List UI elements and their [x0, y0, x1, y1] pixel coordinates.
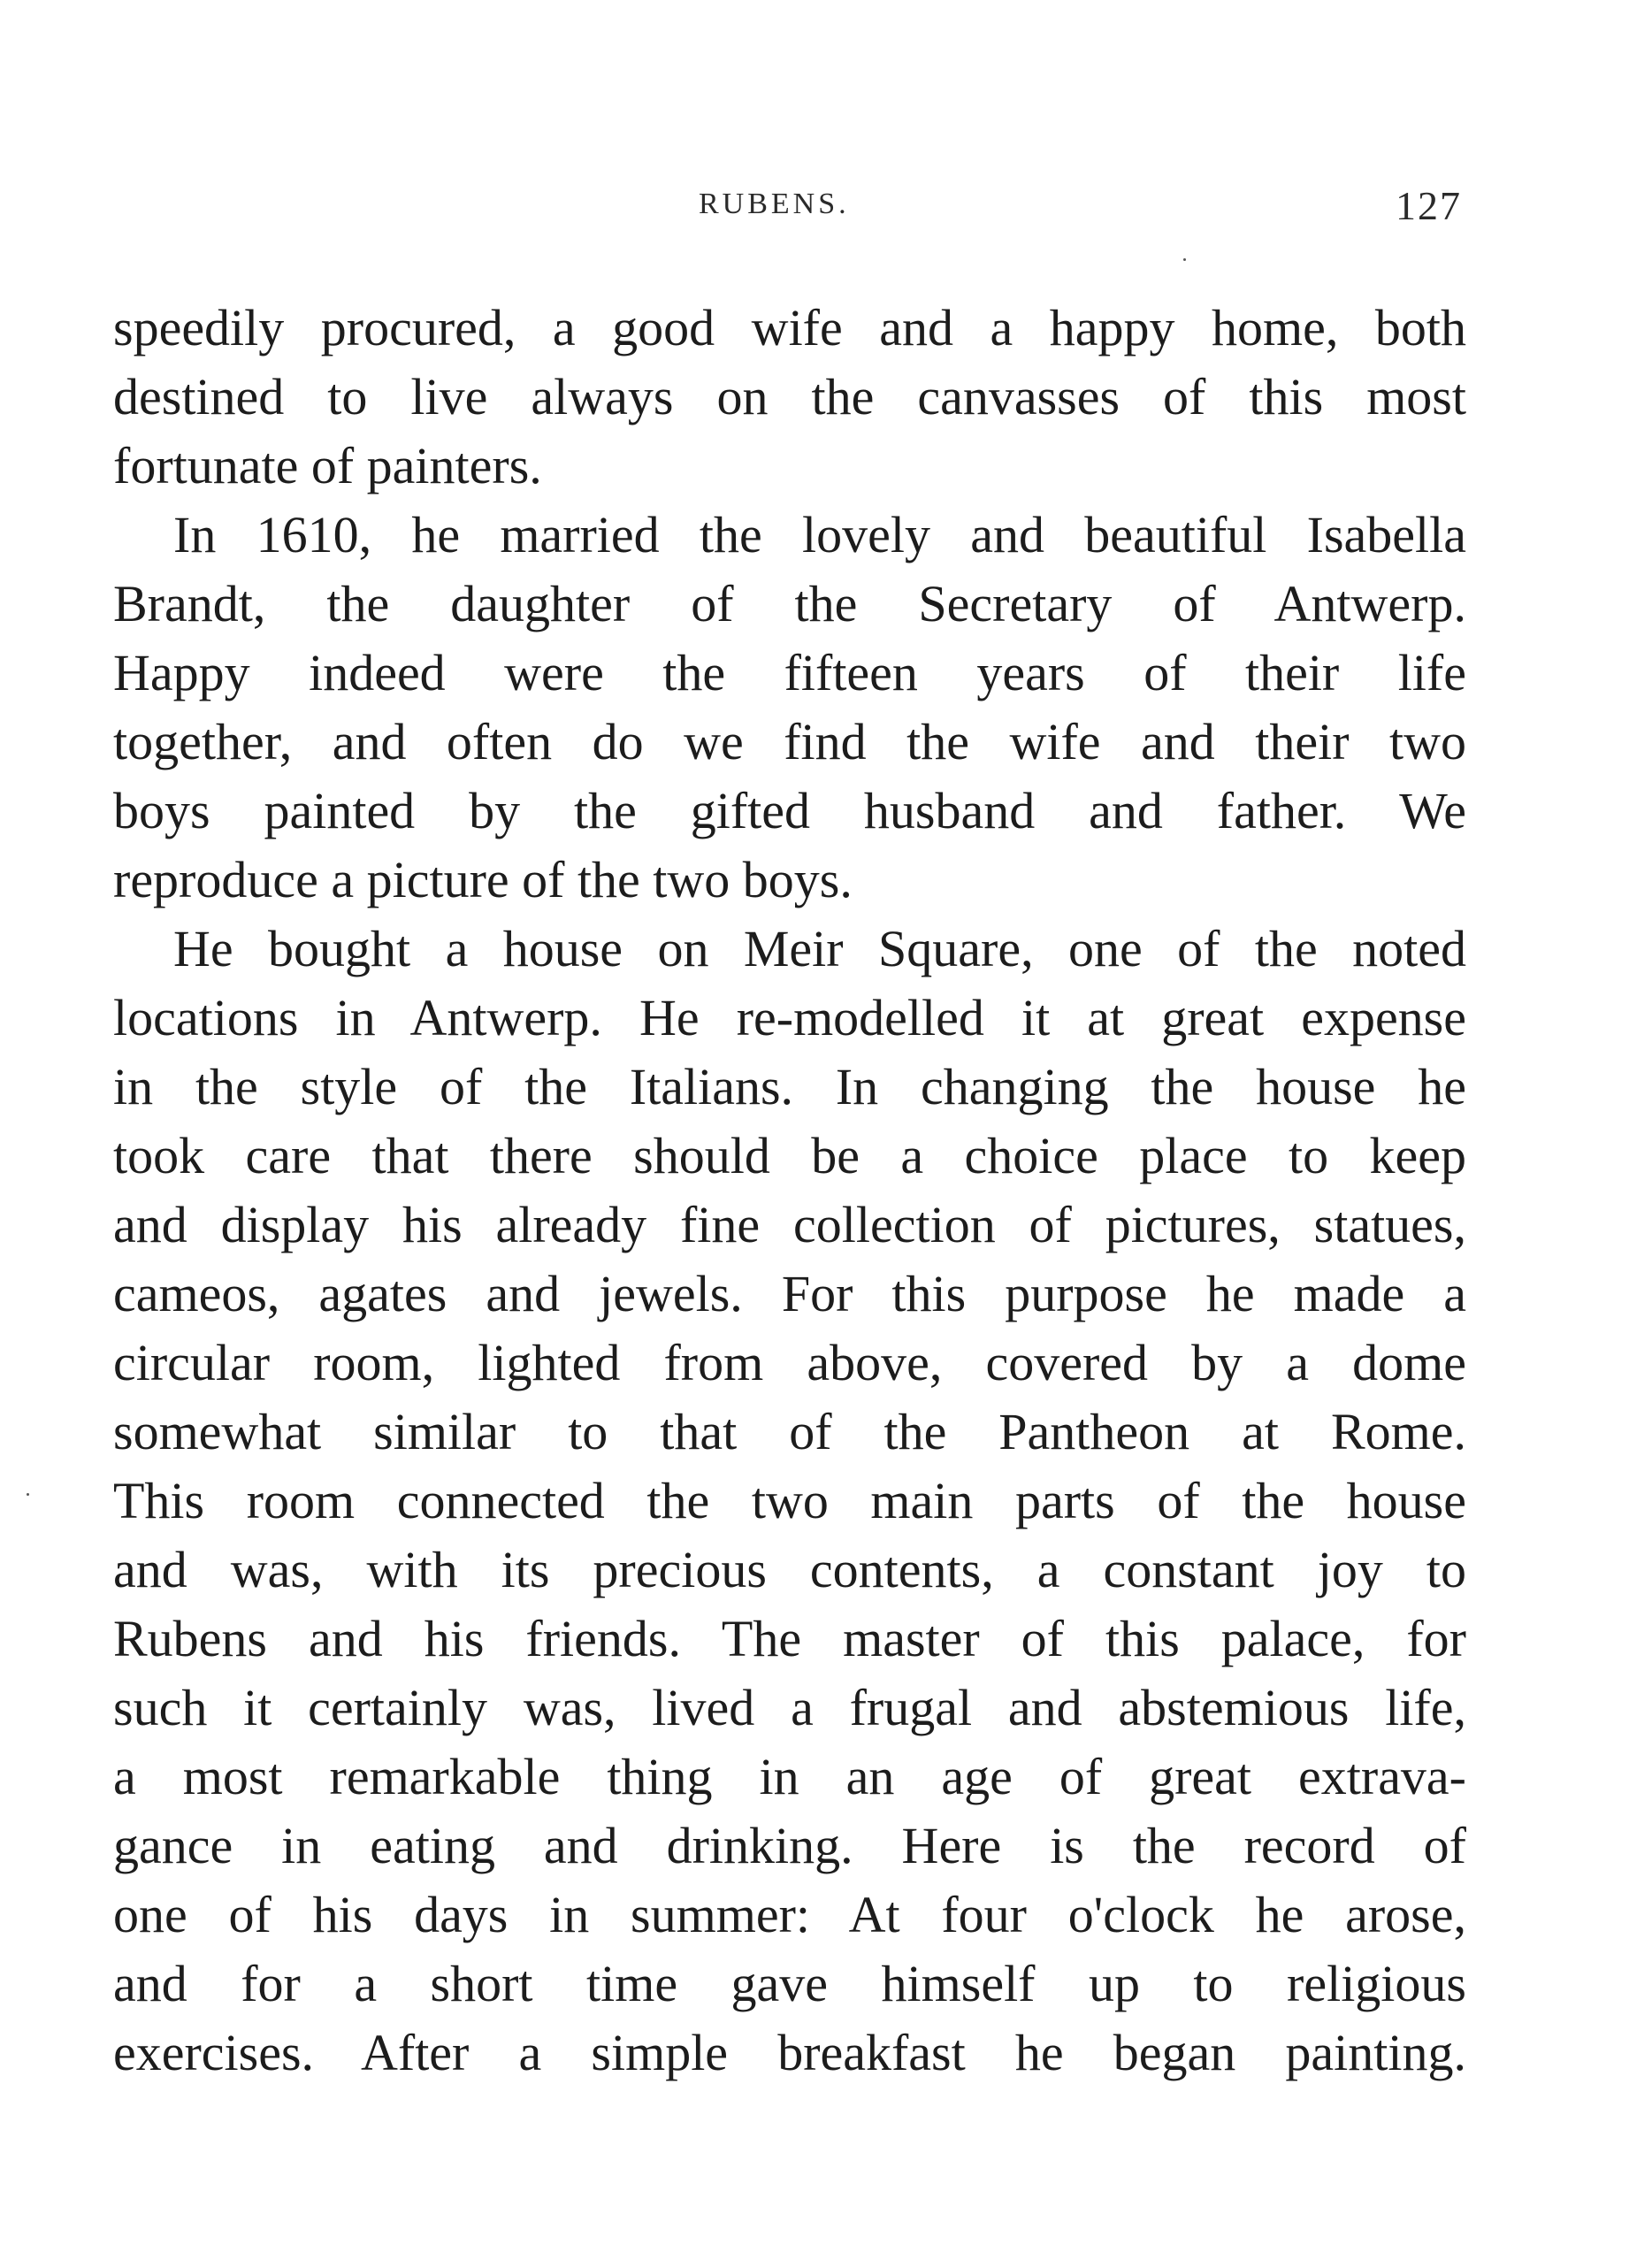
- page-number: 127: [1396, 183, 1462, 228]
- text-line: This room connected the two main parts of the house: [113, 1472, 1466, 1529]
- text-line: In 1610, he married the lovely and beautiful Isabella: [173, 506, 1466, 563]
- running-title: RUBENS.: [699, 188, 850, 220]
- text-line: circular room, lighted from above, covered by a dome: [113, 1334, 1466, 1391]
- text-line: gance in eating and drinking. Here is the record of: [113, 1817, 1466, 1874]
- text-line: took care that there should be a choice place to keep: [113, 1127, 1466, 1184]
- text-line: Happy indeed were the fifteen years of their life: [113, 644, 1466, 701]
- paragraph-3: [113, 915, 1466, 2088]
- text-line: and display his already fine collection of pictures, statues,: [113, 1196, 1466, 1253]
- text-line: cameos, agates and jewels. For this purpose he made a: [113, 1265, 1466, 1322]
- text-line: a most remarkable thing in an age of great extrava-: [113, 1748, 1466, 1805]
- text-line: and for a short time gave himself up to religious: [113, 1955, 1466, 2012]
- text-line: locations in Antwerp. He re-modelled it at great expense: [113, 989, 1466, 1046]
- text-line: Brandt, the daughter of the Secretary of Antwerp.: [113, 575, 1466, 632]
- text-line: fortunate of painters.: [113, 437, 542, 494]
- text-line: one of his days in summer: At four o'clock he arose,: [113, 1886, 1466, 1943]
- text-line: reproduce a picture of the two boys.: [113, 851, 853, 908]
- text-line: boys painted by the gifted husband and father. We: [113, 782, 1466, 839]
- text-line: and was, with its precious contents, a constant joy to: [113, 1541, 1466, 1598]
- text-line: together, and often do we find the wife and their two: [113, 713, 1466, 770]
- paragraph-2: [113, 501, 1466, 915]
- text-line: such it certainly was, lived a frugal and abstemious life,: [113, 1679, 1466, 1736]
- text-line: He bought a house on Meir Square, one of the noted: [173, 920, 1466, 977]
- text-line: Rubens and his friends. The master of this palace, for: [113, 1610, 1466, 1667]
- paper-speck: [1183, 258, 1186, 261]
- paragraph-1: [113, 294, 1466, 501]
- text-line: speedily procured, a good wife and a happy home, both: [113, 299, 1466, 356]
- paper-speck: [27, 1493, 29, 1496]
- text-line: in the style of the Italians. In changing the house he: [113, 1058, 1466, 1115]
- text-line: destined to live always on the canvasses of this most: [113, 368, 1466, 425]
- running-head: [0, 183, 1652, 241]
- text-line: somewhat similar to that of the Pantheon at Rome.: [113, 1403, 1466, 1460]
- body-text: [113, 294, 1466, 2088]
- text-line: exercises. After a simple breakfast he began painting.: [113, 2024, 1466, 2081]
